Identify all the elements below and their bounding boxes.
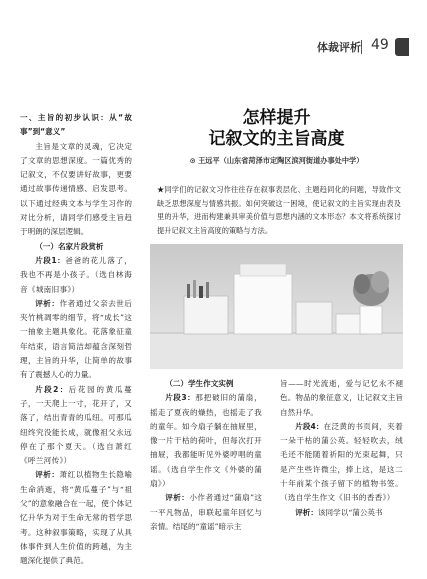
page-number: 49 [371, 37, 389, 53]
review-text: 小作者通过“蒲扇”这一平凡物品，串联起童年回忆与亲情。结尾的“童谣”暗示主 [150, 493, 263, 531]
article-title-block [150, 108, 403, 166]
review-3 [150, 491, 262, 534]
subheading-students: （二）学生作文实例 [165, 379, 234, 388]
article-photo [150, 244, 403, 369]
review-4 [280, 506, 403, 520]
article-title-line1: 怎样提升 [242, 108, 311, 128]
excerpt-text: 后花园的黄瓜蔓子，一天爬上一寸，花开了，又落了，结出青青的瓜纽。可那瓜纽终究没能长成，就像祖父永远停在了那个夏天。（选自萧红《呼兰河传》） [20, 384, 132, 466]
review-label: 评析： [295, 507, 318, 517]
excerpt-text: 那把破旧的蒲扇，摇走了夏夜的燥热，也摇走了我的童年。如今扇子躺在抽屉里，像一片干枯的荷叶，但每次打开抽屉，我都能听见外婆哼唱的童谣。（选自学生作文《外婆的蒲扇》） [150, 393, 262, 489]
excerpt-text: 在泛黄的书页间，夹着一朵干枯的蒲公英。轻轻吹去，绒毛还不能随着祈阳的光束起舞，只是产生些许微尘，捧上这，是这二十年前某个孩子留下的植物书签。（选自学生作文《旧书的香香》） [280, 421, 403, 503]
review-2 [20, 468, 132, 568]
lower-right-column [280, 377, 403, 520]
excerpt-4 [280, 420, 403, 506]
page-tab-marker [395, 38, 409, 56]
intro-paragraph: 主旨是文章的灵魂，它决定了文章的思想深度。一篇优秀的记叙文，不仅要讲好故事，更要通过故事传递情感、启发思考。以下通过经典文本与学生习作的对比分析，请同学们感受主旨趋于明朗的深层逻辑。 [20, 141, 132, 237]
author-line: ⊙ 王远平（山东省菏泽市定陶区滨河街道办事处中学） [189, 156, 364, 165]
review-label: 评析： [35, 298, 60, 308]
review-1 [20, 297, 132, 383]
running-header [0, 36, 427, 58]
desk-photo-illustration [150, 244, 403, 369]
excerpt-label: 片段4： [295, 421, 324, 431]
lower-middle-column [150, 377, 262, 534]
subheading-masters: （一）名家片段赏析 [35, 241, 104, 251]
excerpt-3 [150, 391, 262, 491]
review-text: 萧红以植物生长隐喻生命消逝，将“黄瓜蔓子”与“祖父”的意象融合在一起，使个体记忆升华为对于生命无常的哲学思考。这种叙事策略，实现了从具体事件到人生价值的跨越，为主题深化提供了典范。 [20, 470, 133, 566]
excerpt-text: 爸爸的花儿落了，我也不再是小孩子。（选自林海音《城南旧事》） [20, 255, 132, 294]
continued-paragraph: 旨——时光流逝，爱与记忆永不褪色。物品的象征意义，让记叙文主旨自然升华。 [280, 379, 403, 417]
excerpt-label: 片段3： [165, 393, 196, 403]
abstract: ★同学们的记叙文习作往往存在叙事表层化、主题趋同化的问题，导致作文缺乏思想深度与情感共振。如何突破这一困境，使记叙文的主旨实现由表及里的升华，进而构建兼具审美价值与思想内涵的文本形态？本文将系统探讨提升记叙文主旨高度的策略与方法。 [157, 185, 401, 235]
review-text: 该同学以“蒲公英书 [317, 507, 383, 517]
header-divider [361, 40, 362, 54]
review-label: 评析： [165, 493, 190, 503]
article-title-line2: 记叙文的主旨高度 [208, 129, 345, 149]
excerpt-label: 片段1： [35, 255, 66, 265]
excerpt-label: 片段2： [35, 384, 69, 394]
review-text: 作者通过父亲去世后夹竹桃凋零的细节，将“成长”这一抽象主题具象化。花落象征童年结束，语言简洁却蕴含深刻哲理，主旨的升华，让简单的故事有了震撼人心的力量。 [20, 298, 133, 380]
excerpt-1 [20, 254, 132, 297]
section-name: 体裁评析 [317, 41, 361, 54]
section-heading: 一、主旨的初步认识：从“故事”到“意义” [20, 113, 132, 137]
left-column [20, 111, 132, 569]
review-label: 评析： [35, 470, 60, 480]
excerpt-2 [20, 383, 132, 469]
